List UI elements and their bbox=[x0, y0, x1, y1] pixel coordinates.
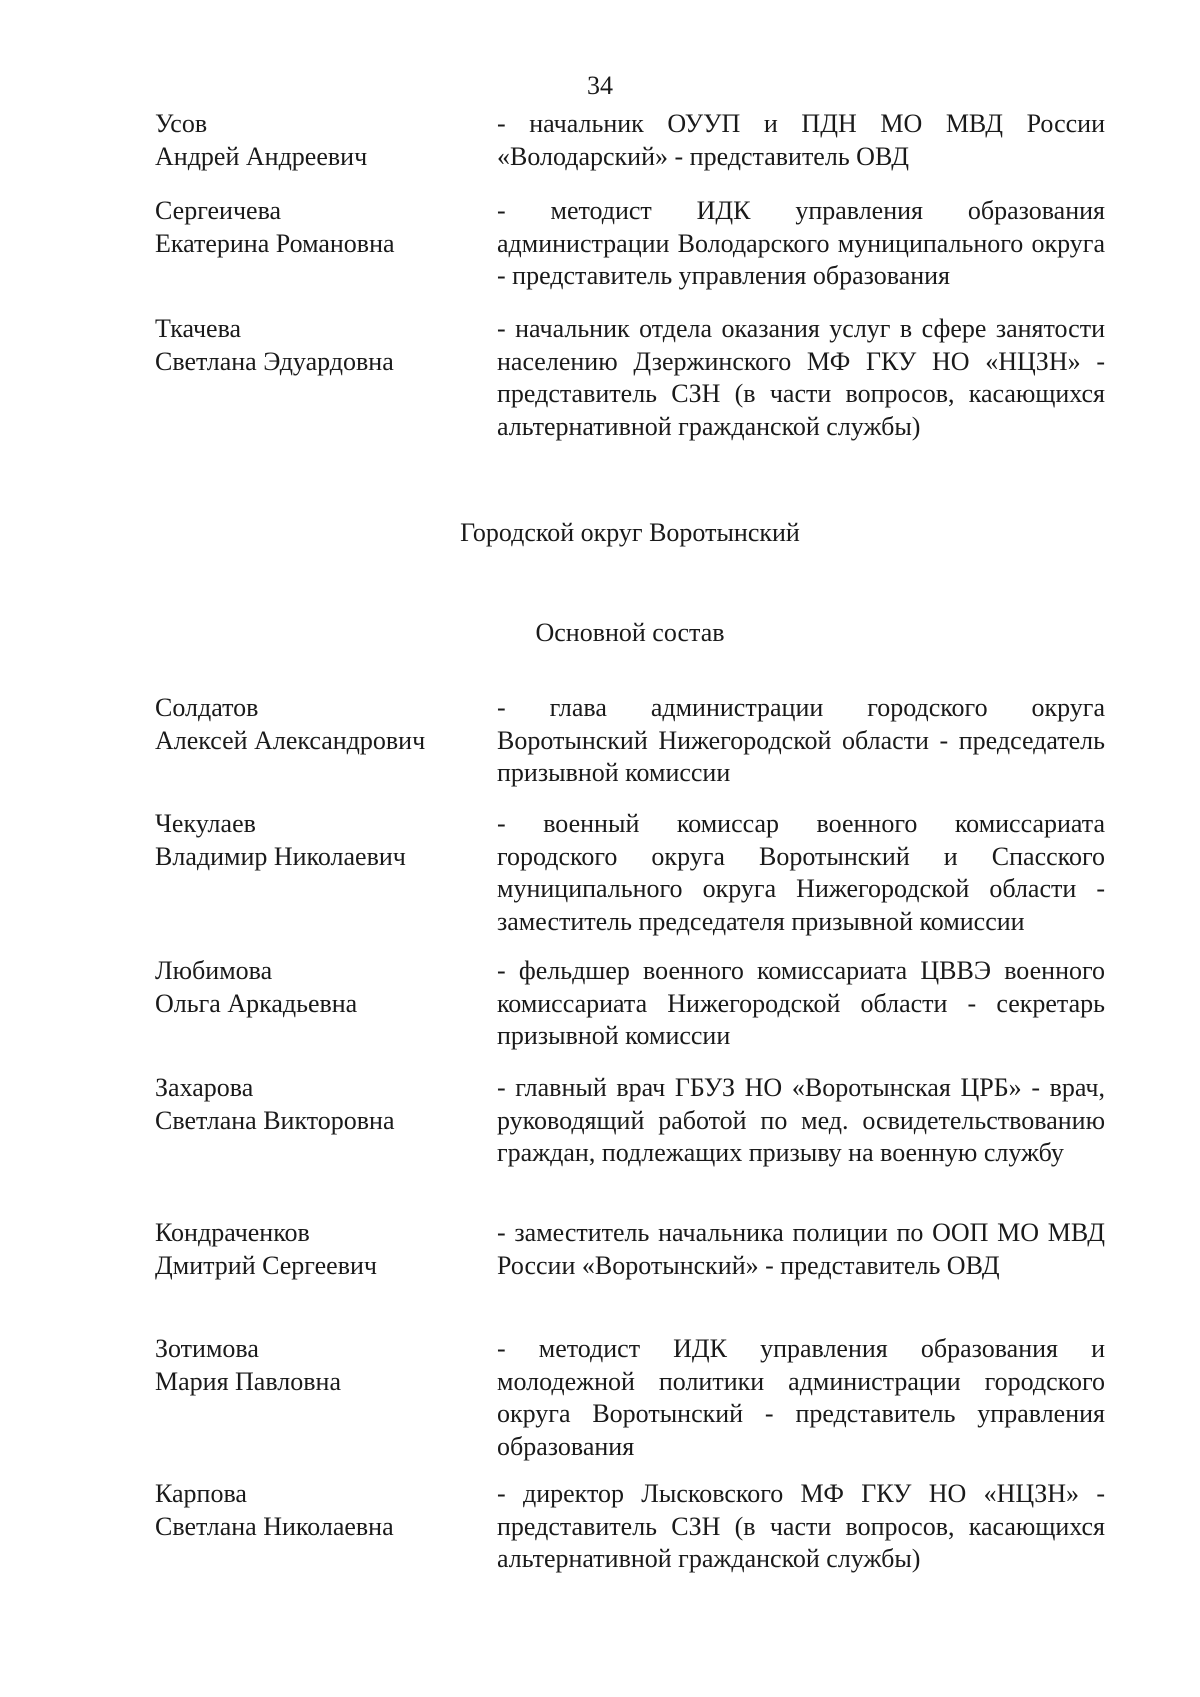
member-given-names: Владимир Николаевич bbox=[155, 841, 406, 871]
page-number: 34 bbox=[587, 71, 613, 100]
member-name bbox=[155, 313, 475, 378]
member-name bbox=[155, 1217, 475, 1282]
member-role: - военный комиссар военного комиссариата городского округа Воротынский и Спасского муниципального округа Нижегородской области - заместитель председателя призывной комиссии bbox=[497, 809, 1105, 936]
member-given-names: Ольга Аркадьевна bbox=[155, 988, 358, 1018]
member-surname: Любимова bbox=[155, 956, 273, 985]
member-surname: Солдатов bbox=[155, 693, 259, 722]
member-role: - глава администрации городского округа Воротынский Нижегородской области - председатель призывной комиссии bbox=[497, 693, 1105, 787]
member-surname: Ткачева bbox=[155, 314, 242, 343]
member-given-names: Екатерина Романовна bbox=[155, 228, 395, 258]
member-role: - методист ИДК управления образования и молодежной политики администрации городского округа Воротынский - представитель управления образования bbox=[497, 1334, 1105, 1461]
member-given-names: Светлана Викторовна bbox=[155, 1105, 395, 1135]
member-surname: Захарова bbox=[155, 1073, 254, 1102]
member-name bbox=[155, 692, 475, 757]
member-name bbox=[155, 1478, 475, 1543]
member-name bbox=[155, 808, 475, 873]
member-surname: Усов bbox=[155, 109, 208, 138]
member-name bbox=[155, 1072, 475, 1137]
member-name bbox=[155, 1333, 475, 1398]
member-role: - директор Лысковского МФ ГКУ НО «НЦЗН» - представитель СЗН (в части вопросов, касающихся альтернативной гражданской службы) bbox=[497, 1479, 1105, 1573]
member-role: - фельдшер военного комиссариата ЦВВЭ военного комиссариата Нижегородской области - секретарь призывной комиссии bbox=[497, 956, 1105, 1050]
member-role: - начальник ОУУП и ПДН МО МВД России «Володарский» - представитель ОВД bbox=[497, 109, 1105, 171]
member-given-names: Мария Павловна bbox=[155, 1366, 341, 1396]
member-role: - методист ИДК управления образования администрации Володарского муниципального округа - представитель управления образования bbox=[497, 196, 1105, 290]
member-surname: Карпова bbox=[155, 1479, 247, 1508]
member-surname: Чекулаев bbox=[155, 809, 256, 838]
member-role: - начальник отдела оказания услуг в сфере занятости населению Дзержинского МФ ГКУ НО «НЦЗН» - представитель СЗН (в части вопросов, касающихся альтернативной гражданской службы) bbox=[497, 314, 1105, 441]
district-title: Городской округ Воротынский bbox=[460, 518, 800, 547]
member-given-names: Алексей Александрович bbox=[155, 725, 426, 755]
member-given-names: Дмитрий Сергеевич bbox=[155, 1250, 377, 1280]
member-role: - главный врач ГБУЗ НО «Воротынская ЦРБ» - врач, руководящий работой по мед. освидетельствованию граждан, подлежащих призыву на военную службу bbox=[497, 1073, 1105, 1167]
member-surname: Кондраченков bbox=[155, 1218, 310, 1247]
member-name bbox=[155, 108, 475, 173]
member-given-names: Светлана Эдуардовна bbox=[155, 346, 394, 376]
member-name bbox=[155, 195, 475, 260]
member-name bbox=[155, 955, 475, 1020]
member-given-names: Светлана Николаевна bbox=[155, 1511, 394, 1541]
member-surname: Зотимова bbox=[155, 1334, 259, 1363]
member-role: - заместитель начальника полиции по ООП МО МВД России «Воротынский» - представитель ОВД bbox=[497, 1218, 1105, 1280]
composition-title: Основной состав bbox=[535, 618, 725, 647]
member-surname: Сергеичева bbox=[155, 196, 282, 225]
member-given-names: Андрей Андреевич bbox=[155, 141, 368, 171]
